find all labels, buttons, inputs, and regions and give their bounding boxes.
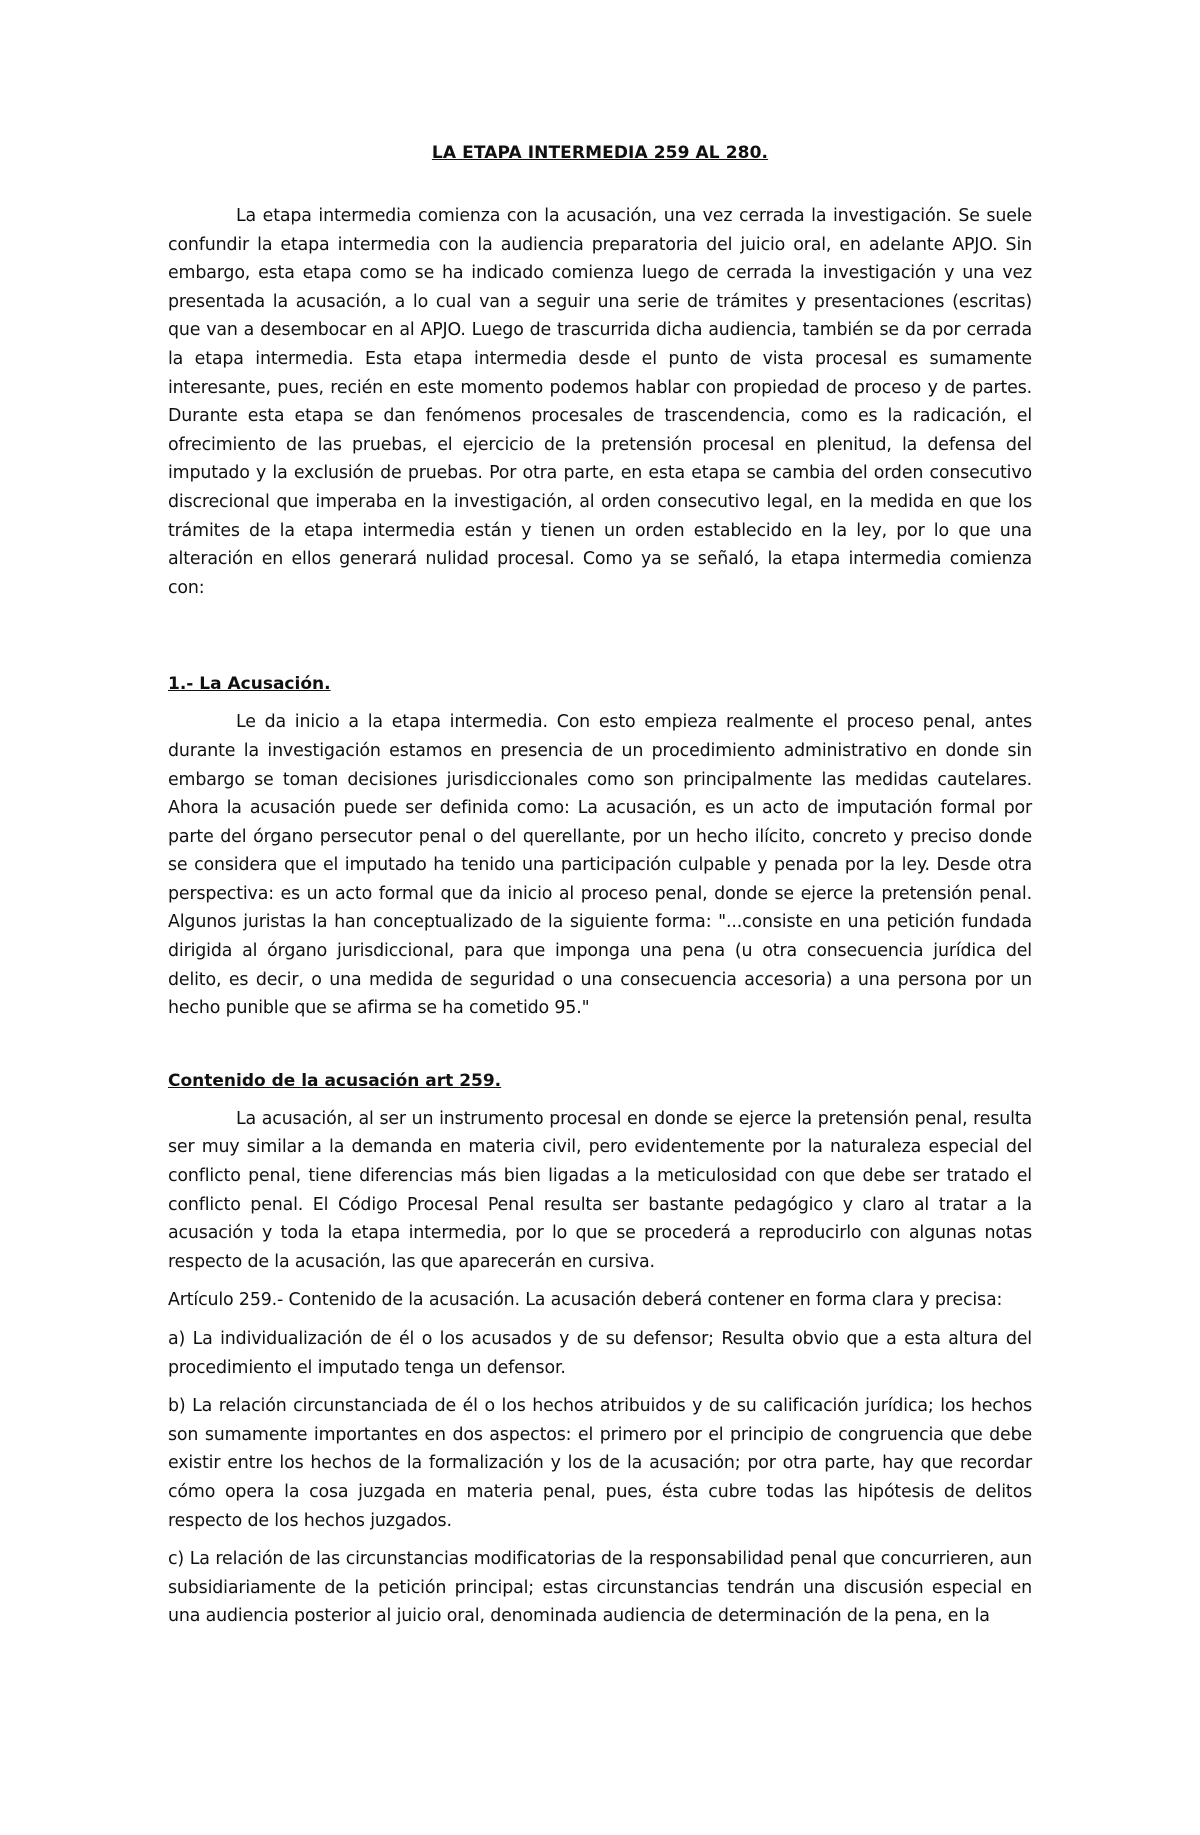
item-c-paragraph: c) La relación de las circunstancias modificatorias de la responsabilidad penal que concurrieren, aun subsidiariamente de la petición principal; estas circunstancias tendrán una discusión especial en una audiencia posterior al juicio oral, denominada audiencia de determinación de la pena, en la — [168, 1549, 1032, 1627]
document-page — [168, 140, 1032, 1631]
article-259-paragraph: Artículo 259.- Contenido de la acusación. La acusación deberá contener en forma clara y precisa: — [168, 1290, 1003, 1311]
acusacion-paragraph: Le da inicio a la etapa intermedia. Con esto empieza realmente el proceso penal, antes durante la investigación estamos en presencia de un procedimiento administrativo en donde sin embargo se toman decisiones jurisdiccionales como son principalmente las medidas cautelares. Ahora la acusación puede ser definida como: La acusación, es un acto de imputación formal por parte del órgano persecutor penal o del querellante, por un hecho ilícito, concreto y preciso donde se considera que el imputado ha tenido una participación culpable y penada por la ley. Desde otra perspectiva: es un acto formal que da inicio al proceso penal, donde se ejerce la pretensión penal. Algunos juristas la han conceptualizado de la siguiente forma: "...consiste en una petición fundada dirigida al órgano jurisdiccional, para que imponga una pena (u otra consecuencia jurídica del delito, es decir, o una medida de seguridad o una consecuencia accesoria) a una persona por un hecho punible que se afirma se ha cometido 95." — [168, 712, 1032, 1019]
contenido-paragraph: La acusación, al ser un instrumento procesal en donde se ejerce la pretensión penal, resulta ser muy similar a la demanda en materia civil, pero evidentemente por la naturaleza especial del conflicto penal, tiene diferencias más bien ligadas a la meticulosidad con que debe ser tratado el conflicto penal. El Código Procesal Penal resulta ser bastante pedagógico y claro al tratar a la acusación y toda la etapa intermedia, por lo que se procederá a reproducirlo con algunas notas respecto de la acusación, las que aparecerán en cursiva. — [168, 1108, 1032, 1272]
section-heading-contenido: Contenido de la acusación art 259. — [168, 1070, 502, 1091]
item-b-paragraph: b) La relación circunstanciada de él o los hechos atribuidos y de su calificación jurídica; los hechos son sumamente importantes en dos aspectos: el primero por el principio de congruencia que debe existir entre los hechos de la formalización y los de la acusación; por otra parte, hay que recordar cómo opera la cosa juzgada en materia penal, pues, ésta cubre todas las hipótesis de delitos respecto de los hechos juzgados. — [168, 1396, 1032, 1531]
section-heading-acusacion: 1.- La Acusación. — [168, 674, 331, 695]
document-title: LA ETAPA INTERMEDIA 259 AL 280. — [431, 143, 769, 163]
item-a-paragraph: a) La individualización de él o los acusados y de su defensor; Resulta obvio que a esta altura del procedimiento el imputado tenga un defensor. — [168, 1329, 1032, 1378]
intro-paragraph: La etapa intermedia comienza con la acusación, una vez cerrada la investigación. Se suele confundir la etapa intermedia con la audiencia preparatoria del juicio oral, en adelante APJO. Sin embargo, esta etapa como se ha indicado comienza luego de cerrada la investigación y una vez presentada la acusación, a lo cual van a seguir una serie de trámites y presentaciones (escritas) que van a desembocar en al APJO. Luego de trascurrida dicha audiencia, también se da por cerrada la etapa intermedia. Esta etapa intermedia desde el punto de vista procesal es sumamente interesante, pues, recién en este momento podemos hablar con propiedad de proceso y de partes. Durante esta etapa se dan fenómenos procesales de trascendencia, como es la radicación, el ofrecimiento de las pruebas, el ejercicio de la pretensión procesal en plenitud, la defensa del imputado y la exclusión de pruebas. Por otra parte, en esta etapa se cambia del orden consecutivo discrecional que imperaba en la investigación, al orden consecutivo legal, en la medida en que los trámites de la etapa intermedia están y tienen un orden establecido en la ley, por lo que una alteración en ellos generará nulidad procesal. Como ya se señaló, la etapa intermedia comienza con: — [168, 206, 1032, 598]
